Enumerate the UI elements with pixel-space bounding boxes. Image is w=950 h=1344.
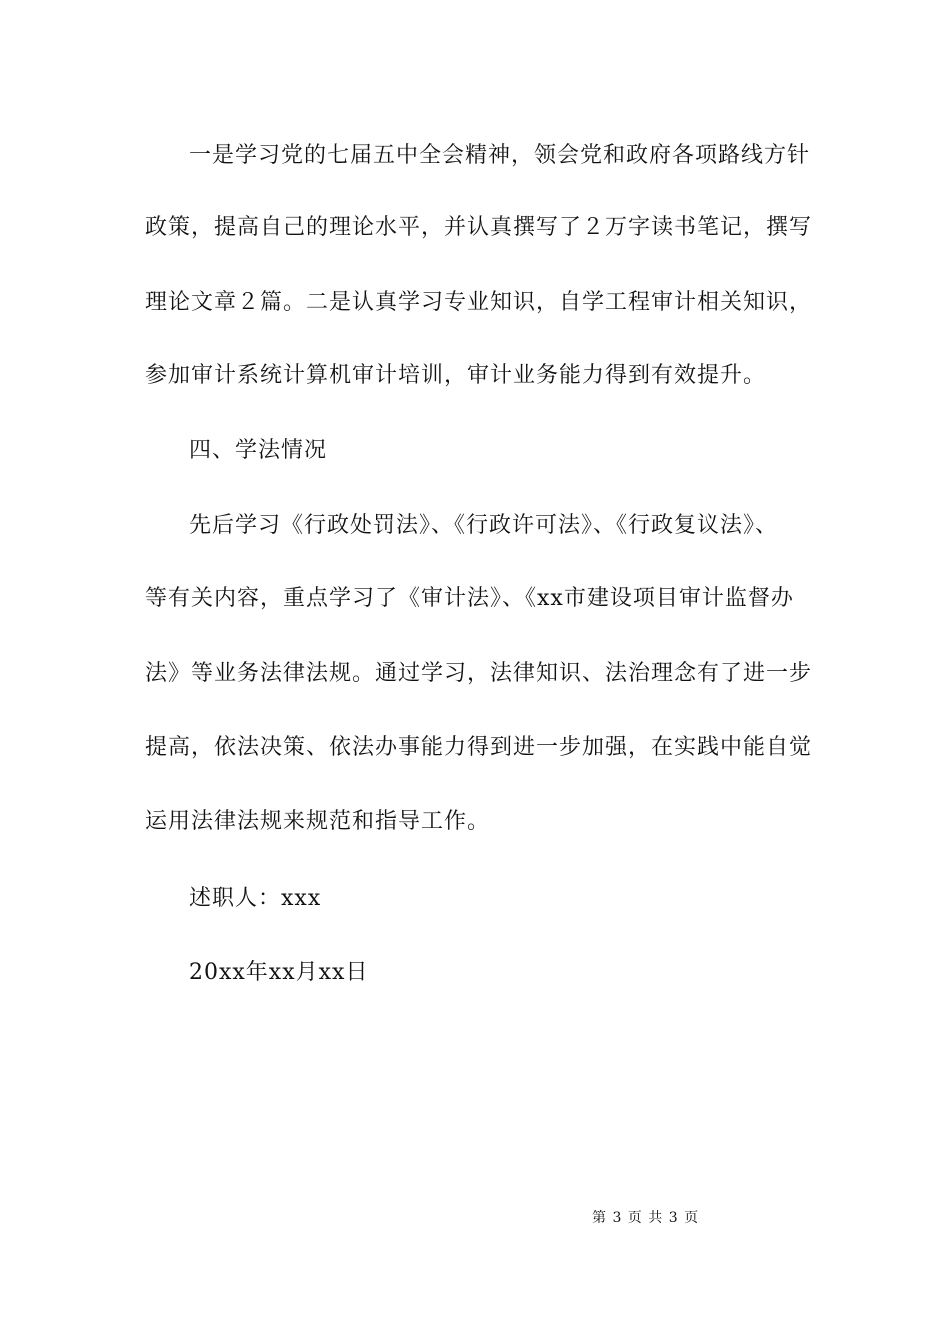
- paragraph-1-line-1: 一是学习党的七届五中全会精神，领会党和政府各项路线方针: [189, 143, 811, 168]
- paragraph-1-line-2: 政策，提高自己的理论水平，并认真撰写了２万字读书笔记，撰写: [145, 215, 813, 240]
- paragraph-2-line-1: 先后学习《行政处罚法》、《行政许可法》、《行政复议法》、: [189, 513, 779, 538]
- page-number-footer: 第 3 页 共 3 页: [592, 1210, 700, 1226]
- signature-line: 述职人：xxx: [189, 886, 322, 911]
- paragraph-2-line-3: 法》等业务法律法规。通过学习，法律知识、法治理念有了进一步: [145, 661, 813, 686]
- paragraph-1-line-4: 参加审计系统计算机审计培训，审计业务能力得到有效提升。: [145, 363, 767, 388]
- section-heading: 四、学法情况: [189, 438, 328, 463]
- paragraph-2-line-5: 运用法律法规来规范和指导工作。: [145, 809, 491, 834]
- paragraph-2-line-4: 提高，依法决策、依法办事能力得到进一步加强，在实践中能自觉: [145, 735, 813, 760]
- paragraph-2-line-2: 等有关内容，重点学习了《审计法》、《xx市建设项目审计监督办: [145, 586, 794, 611]
- paragraph-1-line-3: 理论文章２篇。二是认真学习专业知识，自学工程审计相关知识，: [145, 290, 813, 315]
- date-line: 20xx年xx月xx日: [189, 960, 369, 985]
